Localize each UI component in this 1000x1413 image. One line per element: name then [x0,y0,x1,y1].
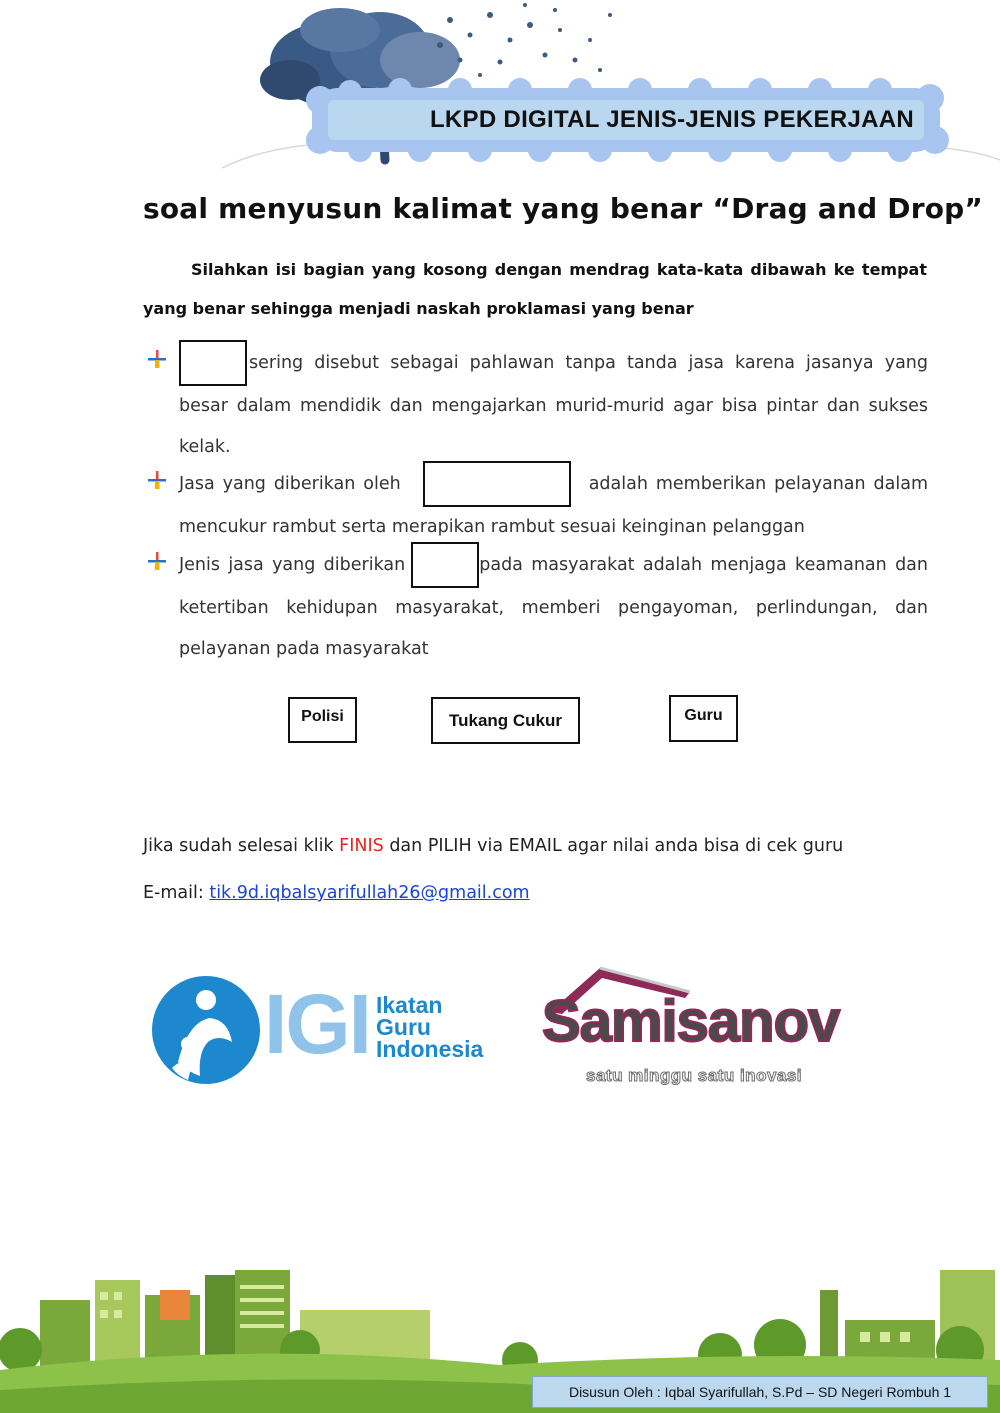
page-title: soal menyusun kalimat yang benar “Drag and Drop” [143,192,984,225]
instruction-text: Silahkan isi bagian yang kosong dengan mendrag kata-kata dibawah ke tempat yang benar sehingga menjadi naskah proklamasi yang benar [143,260,927,318]
igi-emblem-icon [148,972,266,1090]
question-2 [148,461,928,548]
drag-option-tukang-cukur[interactable] [431,697,580,744]
question-2-after: adalah memberikan pelayanan dalam mencukur rambut serta merapikan rambut sesuai keinginan pelanggan [179,474,928,537]
header-banner [328,100,924,140]
footer-credit [532,1376,988,1408]
question-3-after: pada masyarakat adalah menjaga keamanan dan ketertiban kehidupan masyarakat, memberi pengayoman, perlindungan, dan pelayanan pada masyarakat [179,555,928,659]
igi-logo [148,972,498,1090]
banner-title: LKPD DIGITAL JENIS-JENIS PEKERJAAN [429,106,914,133]
drop-target-2[interactable] [423,461,571,507]
email-link[interactable]: tik.9d.iqbalsyarifullah26@gmail.com [209,883,530,903]
drag-option-label: Guru [684,707,723,724]
footer-credit-text: Disusun Oleh : Iqbal Syarifullah, S.Pd – SD Negeri Rombuh 1 [568,1384,952,1400]
finish-note-prefix: Jika sudah selesai klik [143,836,340,856]
samisanov-wordmark: Samisanov [542,989,840,1054]
drop-target-1[interactable] [179,340,247,386]
drag-option-label: Polisi [301,708,344,725]
igi-line3: Indonesia [376,1036,484,1062]
finis-keyword: FINIS [339,836,384,856]
drag-option-polisi[interactable] [288,697,357,743]
bullet-pin-icon [148,350,166,368]
finish-note-suffix: dan PILIH via EMAIL agar nilai anda bisa di cek guru [383,836,844,856]
question-3-before: Jenis jasa yang diberikan [179,555,406,575]
question-2-before: Jasa yang diberikan oleh [179,474,401,494]
drop-target-3[interactable] [411,542,479,588]
question-3 [148,542,928,669]
bullet-pin-icon [148,471,166,489]
finish-note [143,836,843,856]
samisanov-logo [540,962,900,1092]
question-1-after: sering disebut sebagai pahlawan tanpa tanda jasa karena jasanya yang besar dalam mendidik dan mengajarkan murid-murid agar bisa pintar dan sukses kelak. [179,353,928,457]
email-line [143,883,530,903]
drag-option-guru[interactable] [669,695,738,742]
igi-line1: Ikatan [376,992,443,1018]
question-1 [148,340,928,467]
email-label: E-mail: [143,883,210,903]
drag-option-label: Tukang Cukur [448,710,563,730]
samisanov-tagline: satu minggu satu inovasi [586,1066,803,1085]
igi-line2: Guru [376,1014,431,1040]
igi-mark: IGI [264,977,371,1071]
bullet-pin-icon [148,552,166,570]
